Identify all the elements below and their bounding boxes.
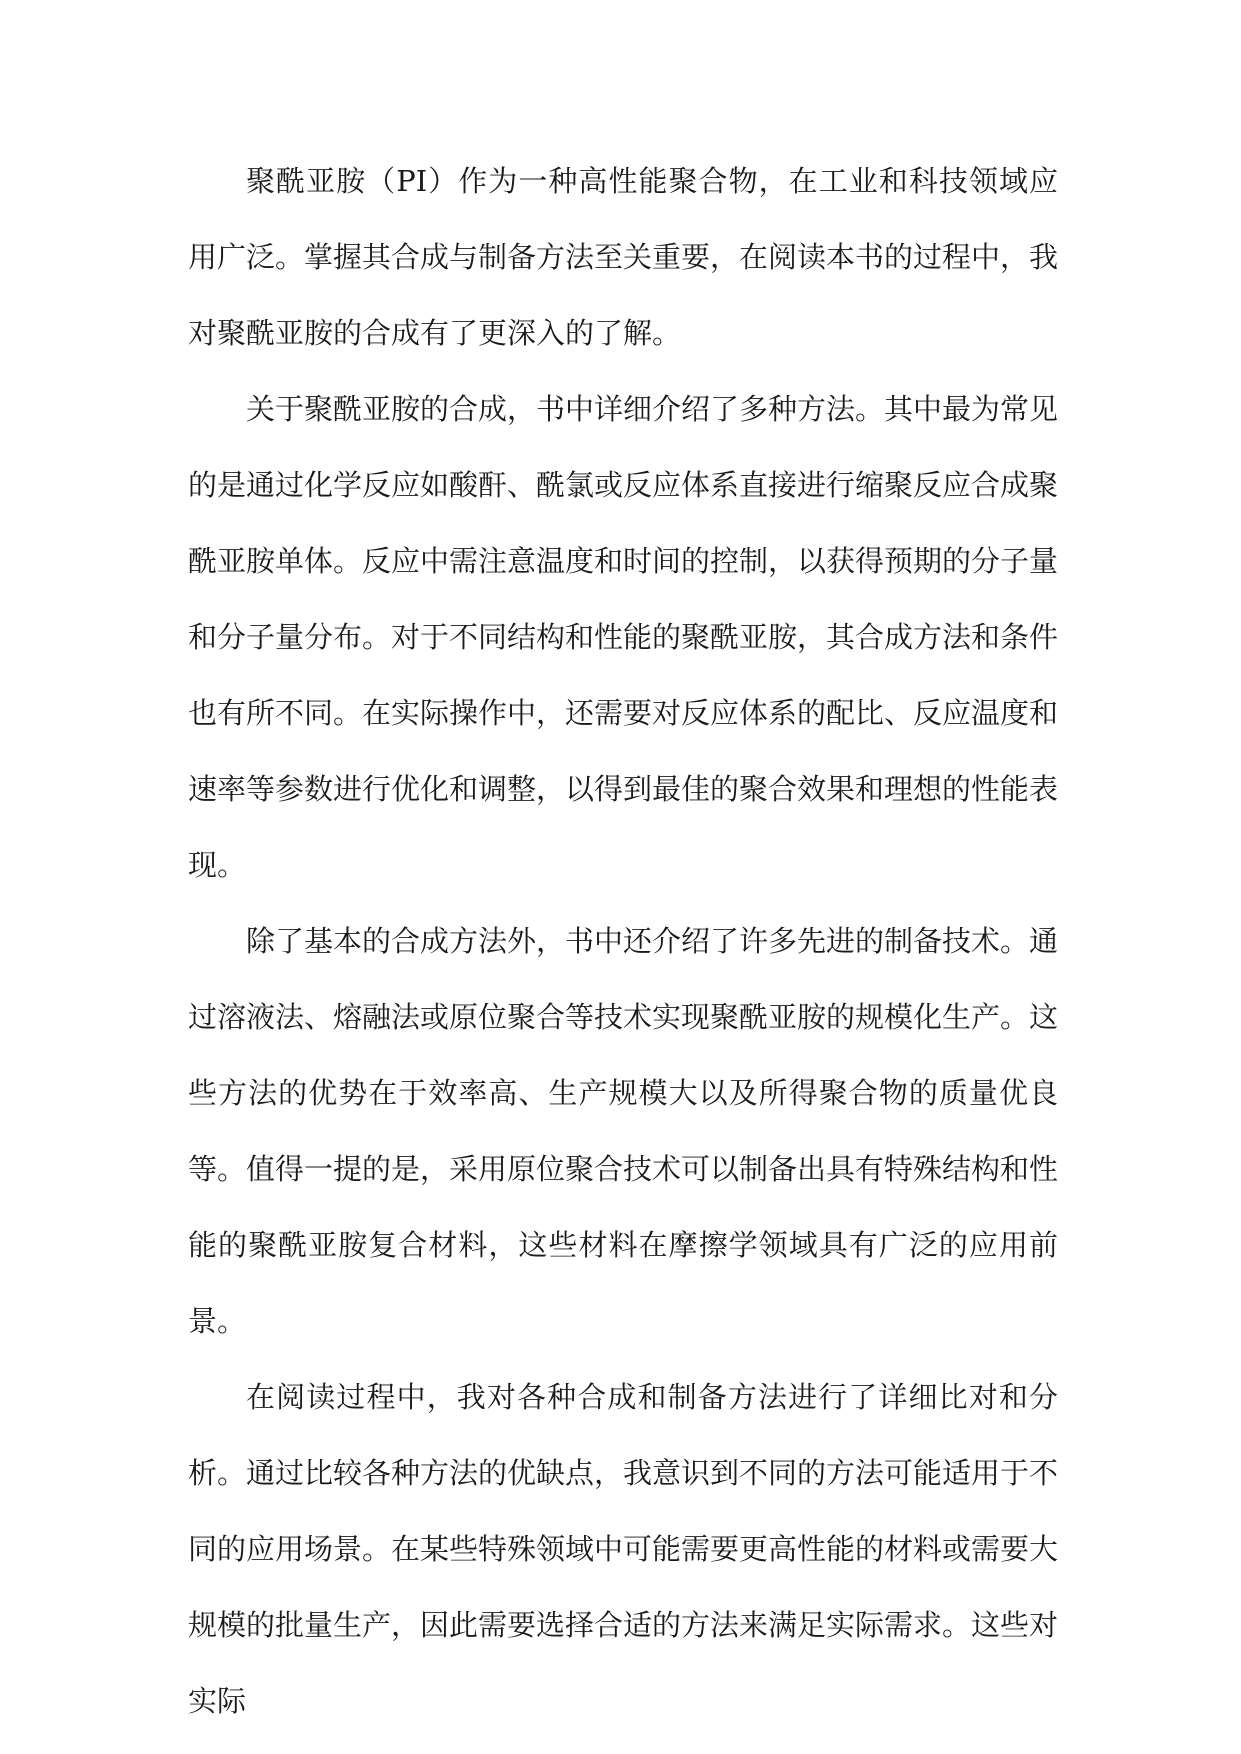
- paragraph-comparison: 在阅读过程中，我对各种合成和制备方法进行了详细比对和分析。通过比较各种方法的优缺点，我意识到不同的方法可能适用于不同的应用场景。在某些特殊领域中可能需要更高性能的材料或需要大规模的批量生产，因此需要选择合适的方法来满足实际需求。这些对实际: [188, 1380, 1059, 1718]
- paragraph-synthesis-methods: 关于聚酰亚胺的合成，书中详细介绍了多种方法。其中最为常见的是通过化学反应如酸酐、酰氯或反应体系直接进行缩聚反应合成聚酰亚胺单体。反应中需注意温度和时间的控制，以获得预期的分子量和分子量分布。对于不同结构和性能的聚酰亚胺，其合成方法和条件也有所不同。在实际操作中，还需要对反应体系的配比、反应温度和速率等参数进行优化和调整，以得到最佳的聚合效果和理想的性能表现。: [188, 392, 1059, 882]
- paragraph-preparation-techniques: 除了基本的合成方法外，书中还介绍了许多先进的制备技术。通过溶液法、熔融法或原位聚合等技术实现聚酰亚胺的规模化生产。这些方法的优势在于效率高、生产规模大以及所得聚合物的质量优良等。值得一提的是，采用原位聚合技术可以制备出具有特殊结构和性能的聚酰亚胺复合材料，这些材料在摩擦学领域具有广泛的应用前景。: [188, 924, 1059, 1338]
- paragraph-intro: 聚酰亚胺（PI）作为一种高性能聚合物，在工业和科技领域应用广泛。掌握其合成与制备方法至关重要，在阅读本书的过程中，我对聚酰亚胺的合成有了更深入的了解。: [188, 164, 1059, 350]
- document-body: [188, 143, 1058, 1739]
